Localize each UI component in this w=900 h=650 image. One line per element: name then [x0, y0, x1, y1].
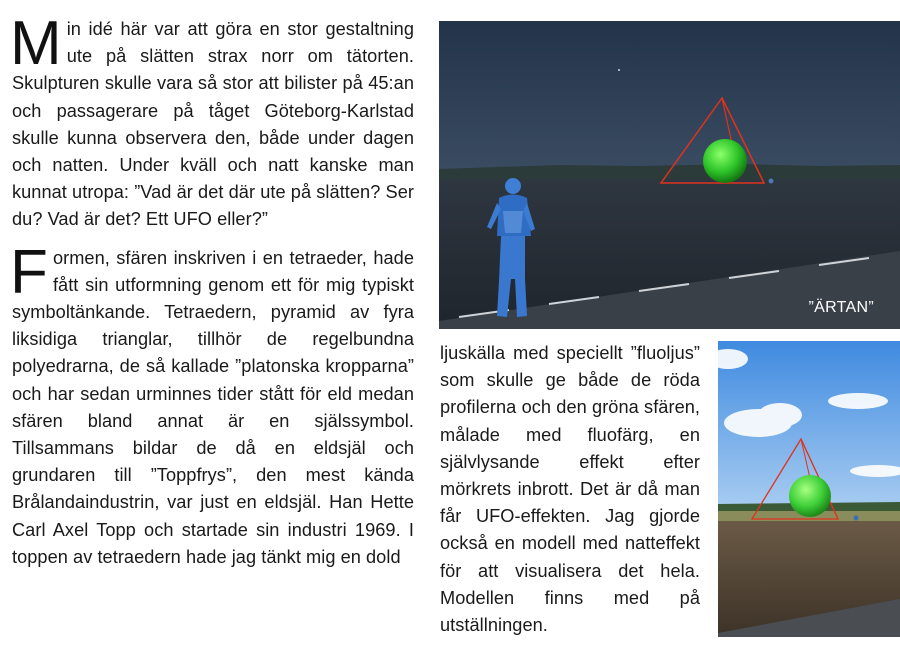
night-photo — [439, 21, 900, 329]
paragraph-2 — [10, 237, 414, 571]
photo-caption: ”ÄRTAN” — [808, 299, 874, 316]
day-scene-illustration — [718, 341, 900, 637]
day-distant-figure — [854, 516, 859, 521]
left-column — [10, 9, 414, 571]
dropcap-m: M — [10, 9, 62, 78]
paragraph-1 — [10, 9, 414, 234]
night-scene-illustration — [439, 21, 900, 329]
distant-figure — [769, 179, 774, 184]
star — [618, 69, 620, 71]
dropcap-f: F — [10, 237, 48, 307]
paragraph-3: ljuskälla med speciellt ”fluoljus” som skulle ge både de röda profilerna och den gröna sfären, målade med fluofärg, en självlysande effekt efter mörkrets inbrott. Det är då man får UFO-effekten. Jag gjorde också en modell med natteffekt för att visualisera det hela. Modellen finns med på utställningen. — [440, 343, 700, 636]
day-photo — [718, 341, 900, 637]
paragraph-2-text: ormen, sfären inskriven i en tetraeder, hade fått sin utformning genom ett för mig typiskt symboltänkande. Tetraedern, pyramid av fyra liksidiga trianglar, tillhör de regelbundna polyedrarna, de så kallade ”platonska kropparna” och har sedan urminnes tider stått för eld medan sfären bland annat är en själssymbol. Tillsammans bildar de då en eldsjäl och grundaren till ”Toppfrys”, den mest kända Brålandaindustrin, var just en eldsjäl. Han Hette Carl Axel Topp och startade sin industri 1969. I toppen av tetraedern hade jag tänkt mig en dold — [12, 247, 414, 567]
night-sky — [439, 21, 900, 173]
green-sphere — [703, 139, 747, 183]
paragraph-1-text: in idé här var att göra en stor gestaltning ute på slätten strax norr om tätorten. Skulpturen skulle vara så stor att bilister på 45:an och passagerare på tåget Göteborg-Karlstad skulle kunna observera den, både under dagen och natten. Under kväll och natt kanske man kunnat utropa: ”Vad är det där ute på slätten? Ser du? Vad är det? Ett UFO eller?” — [12, 19, 414, 230]
day-green-sphere — [789, 475, 831, 517]
middle-column — [440, 340, 700, 639]
